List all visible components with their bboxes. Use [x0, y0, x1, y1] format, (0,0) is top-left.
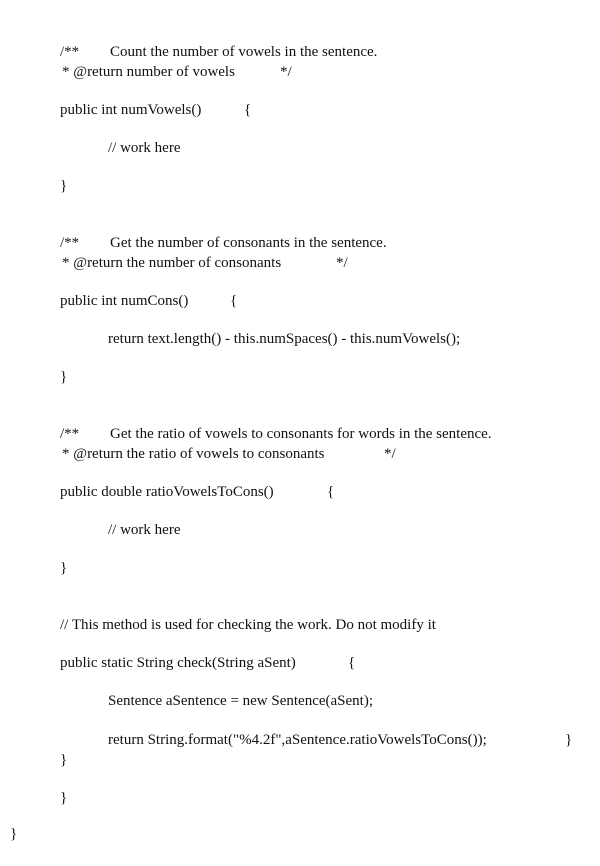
doc-return-cons: * @return the number of consonants	[62, 255, 282, 271]
doc-desc-vowels: Count the number of vowels in the sentence.	[110, 44, 378, 60]
doc-desc-ratio: Get the ratio of vowels to consonants for words in the sentence.	[110, 426, 492, 442]
signature-check: public static String check(String aSent)	[60, 655, 296, 671]
body-check-line2: return String.format("%4.2f",aSentence.ratioVowelsToCons());	[108, 732, 487, 748]
close-brace-ratio: }	[60, 560, 68, 576]
doc-return-ratio: * @return the ratio of vowels to consonants	[62, 446, 325, 462]
doc-open-vowels: /**	[60, 44, 80, 60]
doc-open-cons: /**	[60, 235, 80, 251]
signature-numvowels: public int numVowels()	[60, 102, 202, 118]
check-comment: // This method is used for checking the work. Do not modify it	[60, 617, 436, 633]
close-brace-check: }	[60, 752, 68, 768]
open-brace-numvowels: {	[244, 102, 252, 118]
doc-close-ratio: */	[384, 446, 396, 462]
body-numcons: return text.length() - this.numSpaces() - this.numVowels();	[108, 331, 461, 347]
inline-close-brace-check: }	[565, 732, 573, 748]
doc-open-ratio: /**	[60, 426, 80, 442]
open-brace-numcons: {	[230, 293, 238, 309]
body-numvowels: // work here	[108, 140, 181, 156]
extra-close-brace: }	[60, 790, 68, 806]
body-ratio: // work here	[108, 522, 181, 538]
close-brace-numvowels: }	[60, 178, 68, 194]
close-brace-numcons: }	[60, 369, 68, 385]
doc-close-vowels: */	[280, 64, 292, 80]
body-check-line1: Sentence aSentence = new Sentence(aSent);	[108, 693, 374, 709]
final-close-brace: }	[10, 826, 18, 842]
signature-numcons: public int numCons()	[60, 293, 189, 309]
doc-desc-cons: Get the number of consonants in the sentence.	[110, 235, 387, 251]
open-brace-check: {	[348, 655, 356, 671]
signature-ratio: public double ratioVowelsToCons()	[60, 484, 274, 500]
open-brace-ratio: {	[327, 484, 335, 500]
doc-close-cons: */	[336, 255, 348, 271]
doc-return-vowels: * @return number of vowels	[62, 64, 235, 80]
